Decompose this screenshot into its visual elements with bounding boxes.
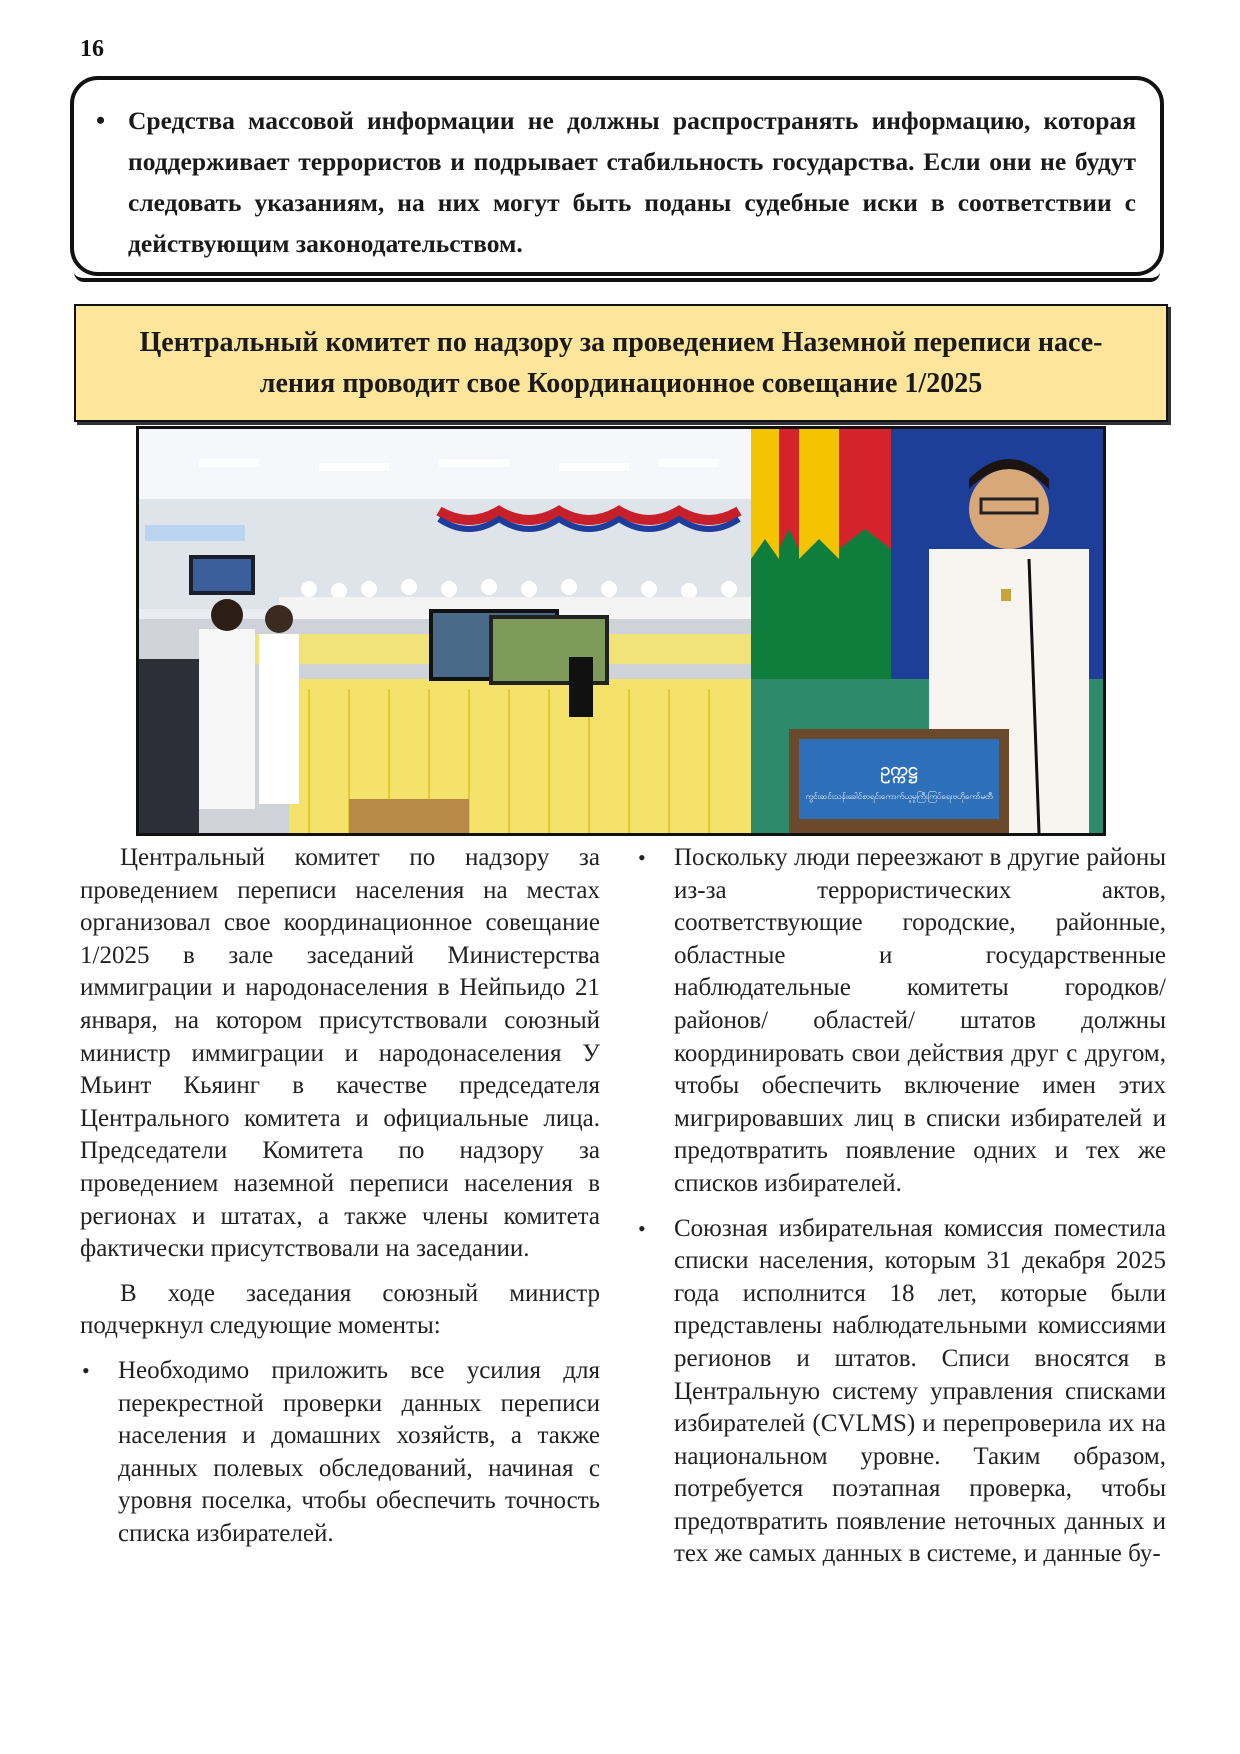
podium-subtitle: ကွင်းဆင်းသန်းခေါင်စာရင်းကောက်ယူမှုကြီးကြပ်ရေးဗဟိုကော်မတီ (805, 792, 993, 801)
right-bullet-2: • Союзная избирательная комиссия поместила списки населения, которым 31 декабря 2025 года исполнится 18 лет, которые были представлены наблюдательными комиссиями регионов и штатов. Списи вносятся в Центральную систему управления списками избирателей (CVLMS) и перепроверила их на национальном уровне. Таким образом, потребуется поэтапная проверка, чтобы предотвратить появление неточных данных и тех же самых данных в системе, и данные бу- (674, 1213, 1166, 1572)
right-bullet-1: • Поскольку люди переезжают в другие районы из-за террористических актов, соответствующие городские, районные, областные и государственные наблюдательные комитеты городков/ районов/ областей/ штатов должны координировать свои действия друг с другом, чтобы обеспечить включение имен этих мигрировавших лиц в списки избирателей и предотвратить появление одних и тех же списков избирателей. (674, 842, 1166, 1201)
podium-title: ဥက္ကဋ္ဌ (880, 759, 918, 780)
left-paragraph-2: В ходе заседания союзный министр подчеркнул следующие моменты: (80, 1279, 600, 1340)
left-bullet-1: • Необходимо приложить все усилия для перекрестной проверки данных переписи населения и домашних хозяйств, а также данных полевых обследований, начиная с уровня поселка, чтобы обеспечить точность списка избирателей. (118, 1355, 600, 1551)
right-column (636, 842, 1166, 1571)
meeting-hall-photo (139, 429, 751, 833)
article-headline (74, 304, 1168, 422)
headline-line-2: ления проводит свое Координационное совещание 1/2025 (259, 368, 983, 399)
article-photo (136, 426, 1106, 836)
headline-line-1: Центральный комитет по надзору за проведением Наземной переписи насе- (139, 327, 1103, 358)
left-column (80, 842, 600, 1550)
page-number: 16 (80, 36, 104, 62)
callout-bullet: • Средства массовой информации не должны распространять информацию, которая поддерживает террористов и подрывает стабильность государства. Если они не будут следовать указаниям, на них могут быть поданы судебные иски в соответствии с действующим законодательством. (128, 100, 1136, 264)
left-paragraph-1: Центральный комитет по надзору за проведением переписи населения на местах организовал свое координационное совещание 1/2025 в зале заседаний Министерства иммиграции и народонаселения в Нейпьидо 21 января, на котором присутствовали союзный министр иммиграции и народонаселения У Мьинт Кьяинг в качестве председателя Центрального комитета и официальные лица. Председатели Комитета по надзору за проведением наземной переписи населения в регионах и штатах, а также члены комитета фактически присутствовали на заседании. (80, 844, 600, 1263)
notice-callout (70, 76, 1164, 276)
speaker-photo (751, 429, 1103, 833)
callout-shadow (74, 272, 1160, 282)
